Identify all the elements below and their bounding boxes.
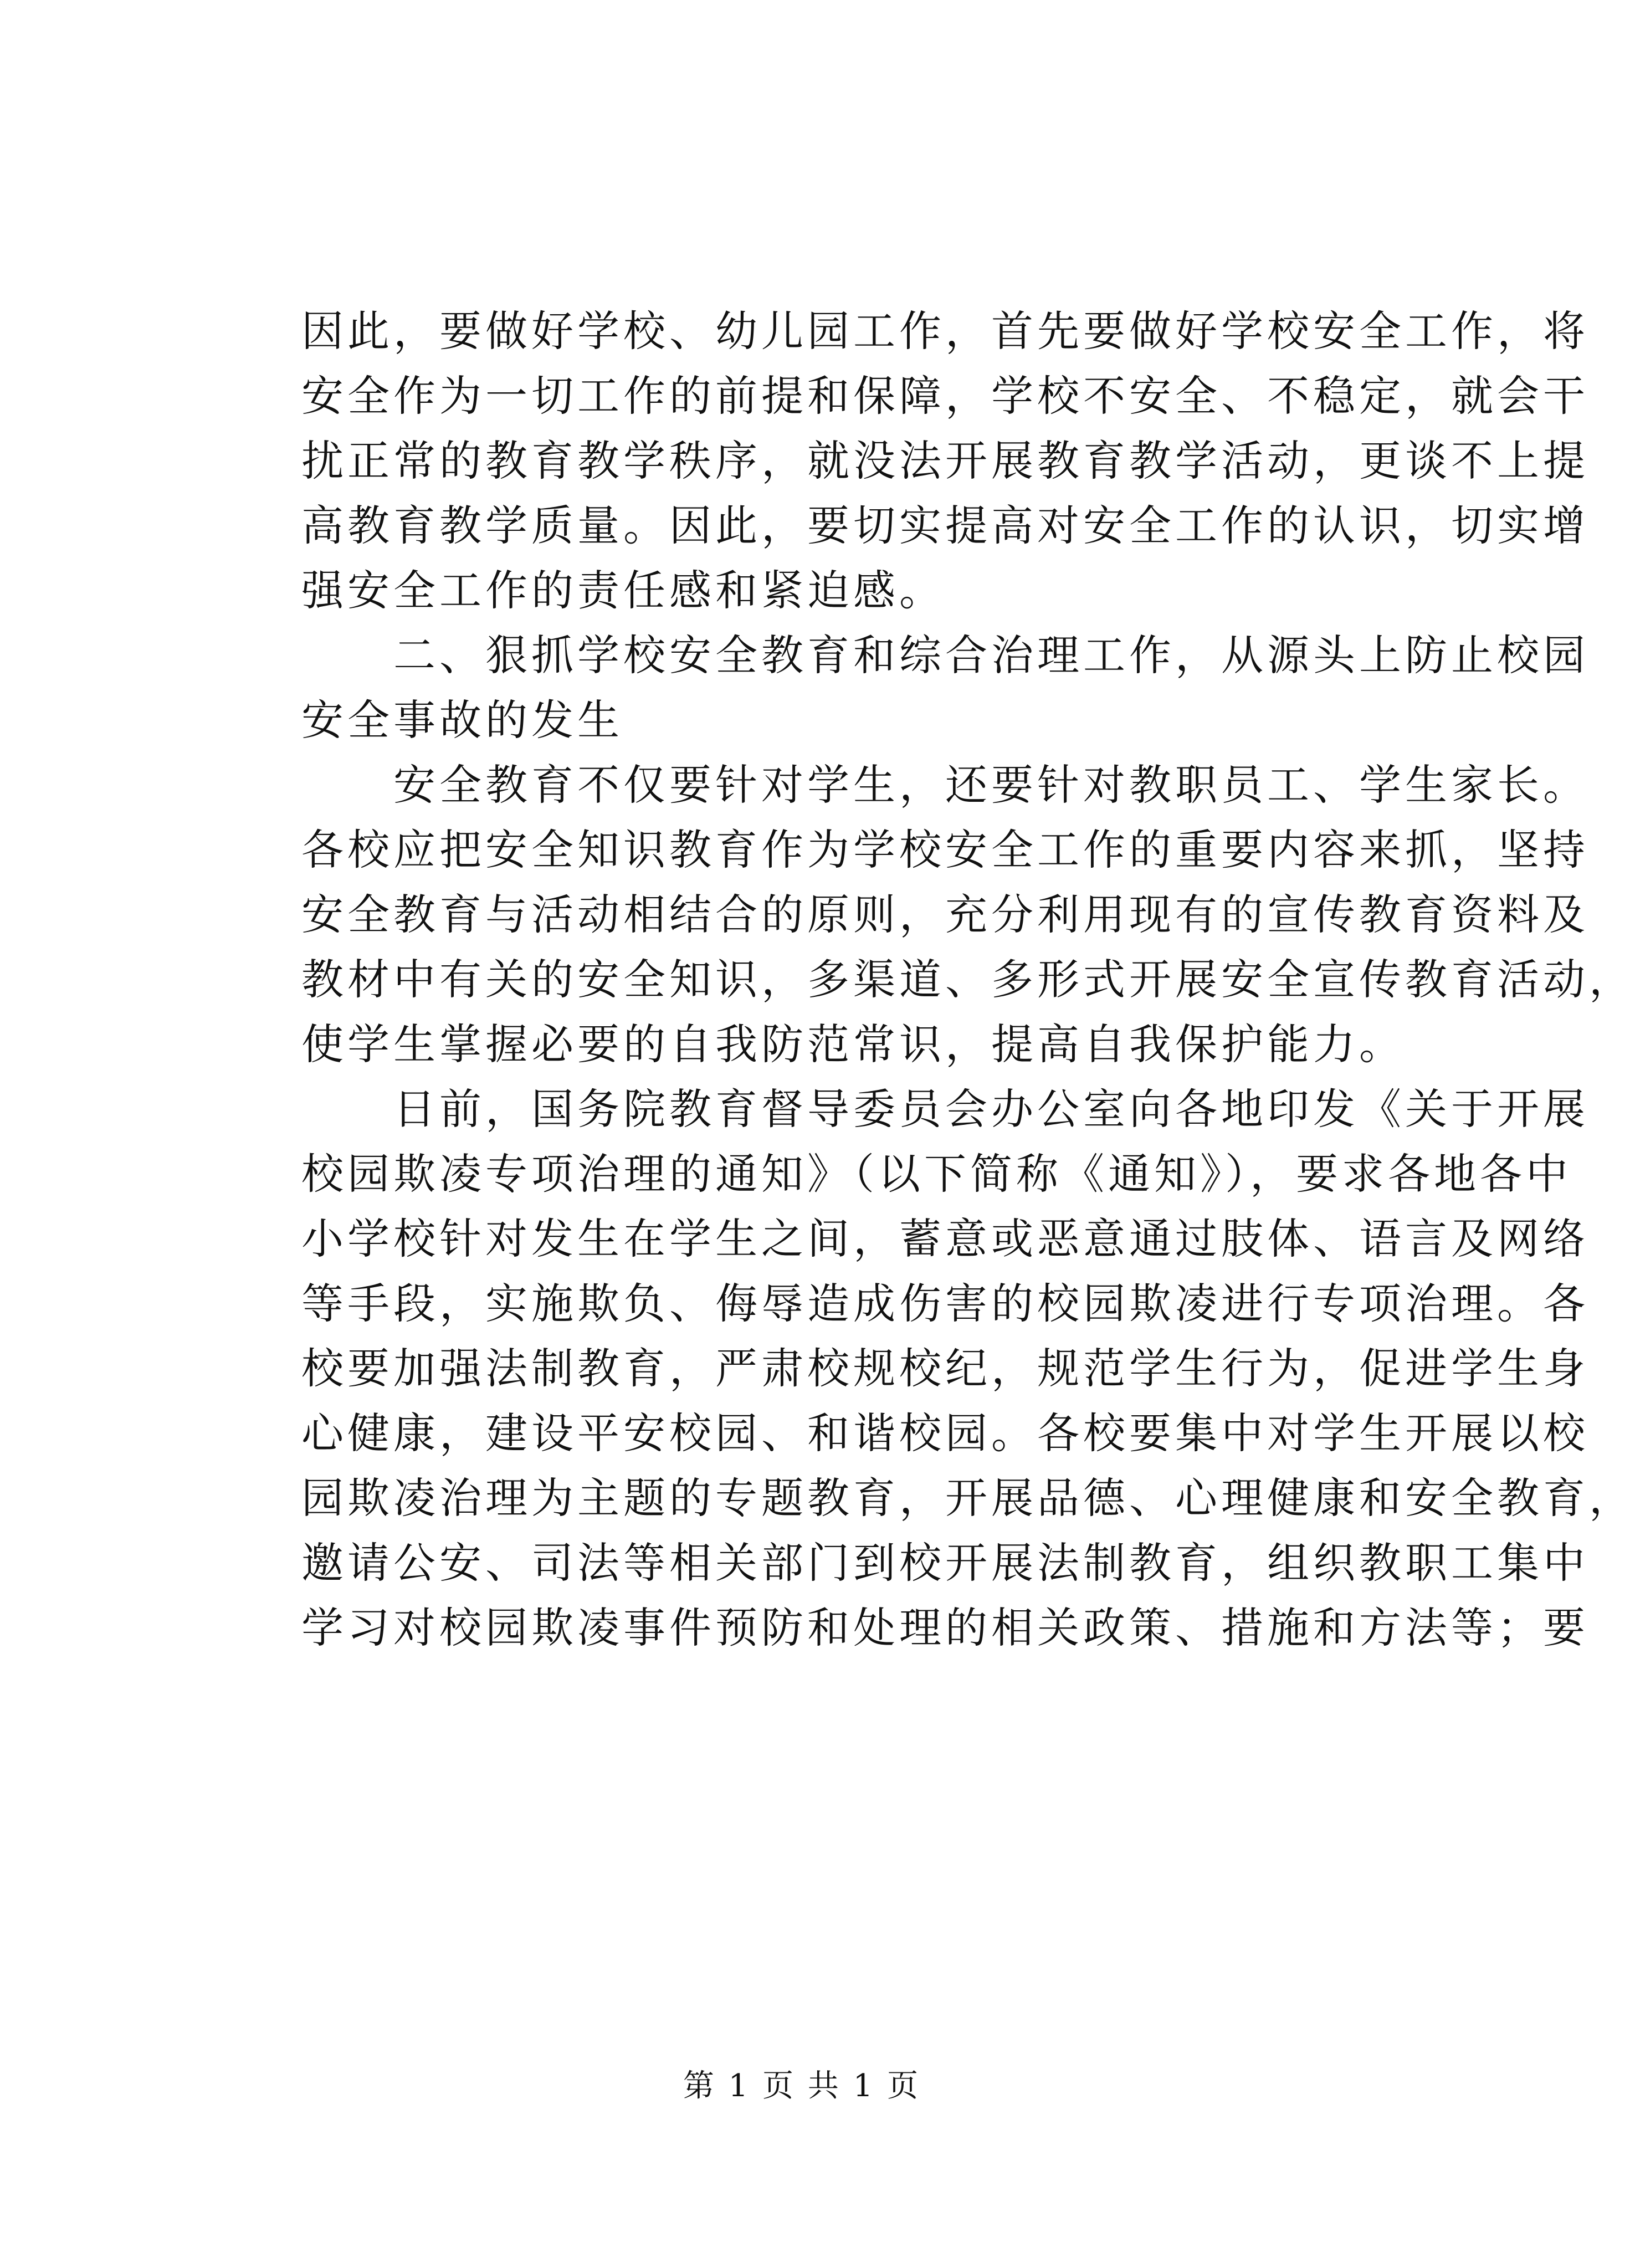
text-line: 日前，国务院教育督导委员会办公室向各地印发《关于开展 [393,1084,1589,1134]
text-line: 高教育教学质量。因此，要切实提高对安全工作的认识，切实增 [301,501,1589,550]
text-line: 使学生掌握必要的自我防范常识，提高自我保护能力。 [301,1020,1405,1069]
section-heading-line: 二、狠抓学校安全教育和综合治理工作，从源头上防止校园 [393,631,1589,680]
text-line: 心健康，建设平安校园、和谐校园。各校要集中对学生开展以校 [301,1409,1589,1458]
text-line: 邀请公安、司法等相关部门到校开展法制教育，组织教职工集中 [301,1538,1589,1588]
text-line: 各校应把安全知识教育作为学校安全工作的重要内容来抓，坚持 [301,825,1589,874]
page-number-footer: 第 1 页 共 1 页 [683,2068,921,2104]
text-line: 安全教育与活动相结合的原则，充分利用现有的宣传教育资料及 [301,890,1589,939]
text-line: 教材中有关的安全知识，多渠道、多形式开展安全宣传教育活动， [301,955,1635,1004]
text-line: 园欺凌治理为主题的专题教育，开展品德、心理健康和安全教育， [301,1473,1635,1523]
text-line: 等手段，实施欺负、侮辱造成伤害的校园欺凌进行专项治理。各 [301,1279,1589,1328]
text-line: 小学校针对发生在学生之间，蓄意或恶意通过肢体、语言及网络 [301,1214,1589,1263]
document-body [301,299,1635,1661]
section-heading-line: 安全事故的发生 [301,695,623,745]
text-line: 校要加强法制教育，严肃校规校纪，规范学生行为，促进学生身 [301,1344,1589,1393]
text-line: 安全教育不仅要针对学生，还要针对教职员工、学生家长。 [393,760,1589,810]
text-line: 因此，要做好学校、幼儿园工作，首先要做好学校安全工作，将 [301,306,1589,356]
text-line: 强安全工作的责任感和紧迫感。 [301,566,945,615]
text-line: 扰正常的教育教学秩序，就没法开展教育教学活动，更谈不上提 [301,436,1589,485]
text-line: 校园欺凌专项治理的通知》（以下简称《通知》），要求各地各中 [301,1149,1572,1199]
text-line: 学习对校园欺凌事件预防和处理的相关政策、措施和方法等；要 [301,1603,1589,1652]
text-line: 安全作为一切工作的前提和保障，学校不安全、不稳定，就会干 [301,371,1589,421]
